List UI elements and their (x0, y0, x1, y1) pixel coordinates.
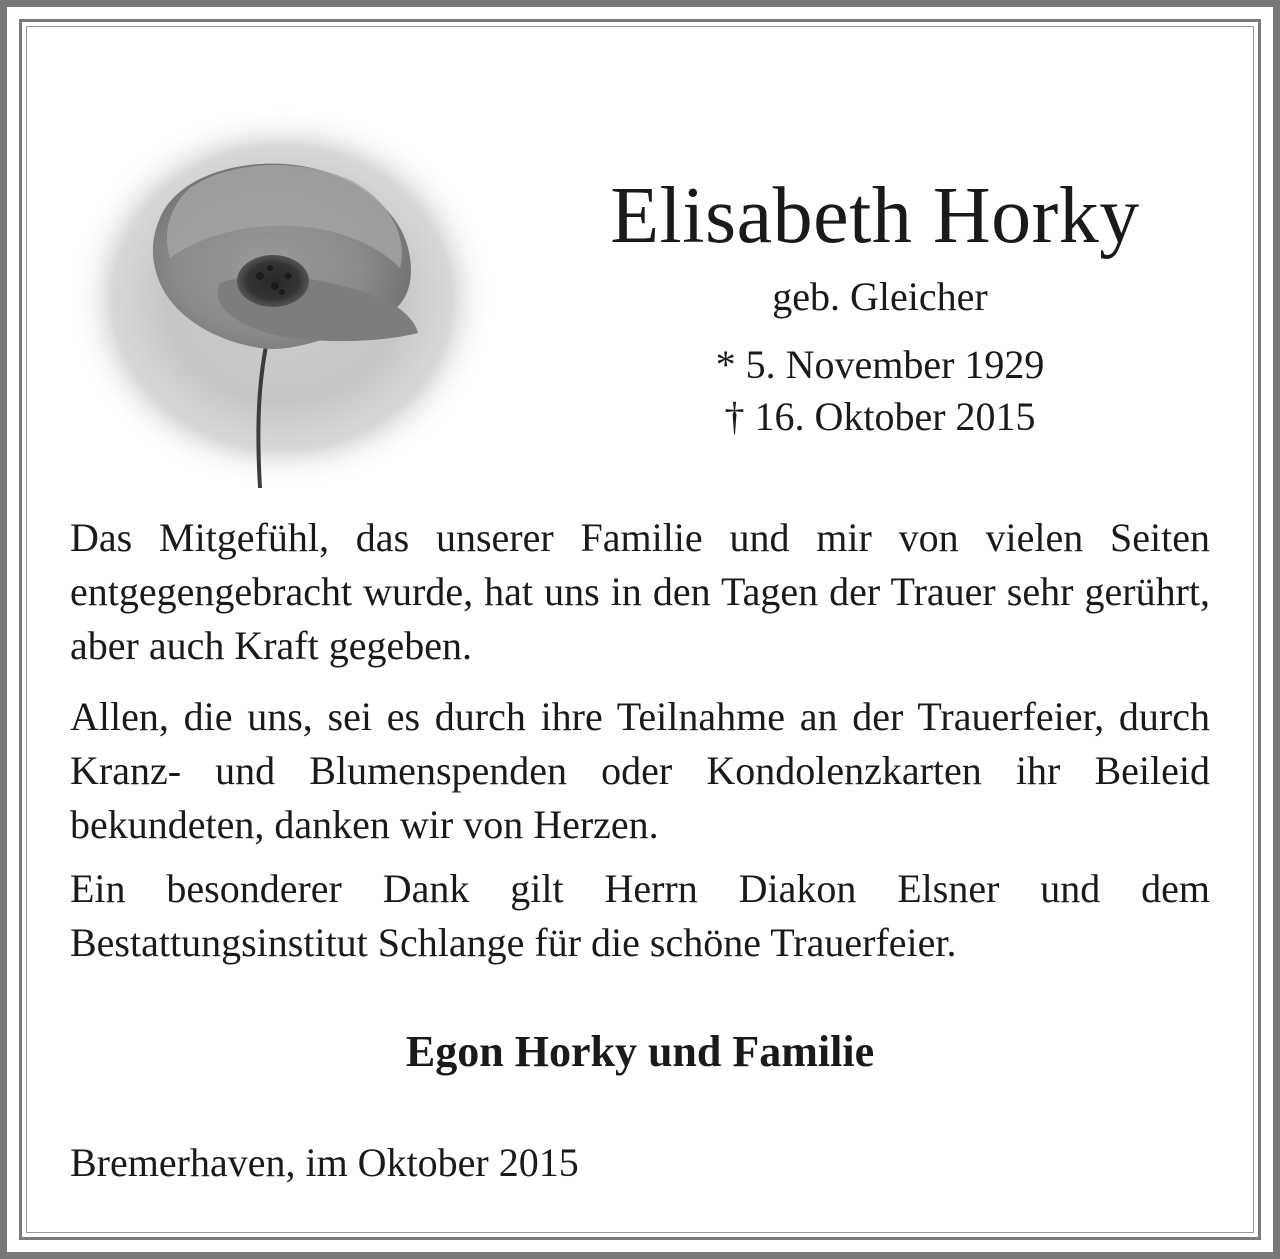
thanks-paragraph-1: Das Mitgefühl, das unserer Familie und mir von vielen Seiten entgegengebracht wurde, hat uns in den Tagen der Trauer sehr gerührt, aber auch Kraft gegeben. (70, 515, 1210, 668)
deceased-name: Elisabeth Horky (610, 172, 1140, 260)
signature: Egon Horky und Familie (405, 1027, 875, 1076)
thanks-paragraph-3: Ein besonderer Dank gilt Herrn Diakon Elsner und dem Bestattungsinstitut Schlange für die schöne Trauerfeier. (70, 866, 1210, 965)
poppy-flower-icon (70, 108, 494, 488)
birth-date: * 5. November 1929 (715, 342, 1045, 387)
place-and-date: Bremerhaven, im Oktober 2015 (70, 1140, 579, 1185)
birth-name: geb. Gleicher (772, 274, 988, 319)
thanks-paragraph-2: Allen, die uns, sei es durch ihre Teilnahme an der Trauerfeier, durch Kranz- und Blumenspenden oder Kondolenzkarten ihr Beileid bekundeten, danken wir von Herzen. (70, 694, 1210, 847)
death-date: † 16. Oktober 2015 (724, 394, 1036, 439)
